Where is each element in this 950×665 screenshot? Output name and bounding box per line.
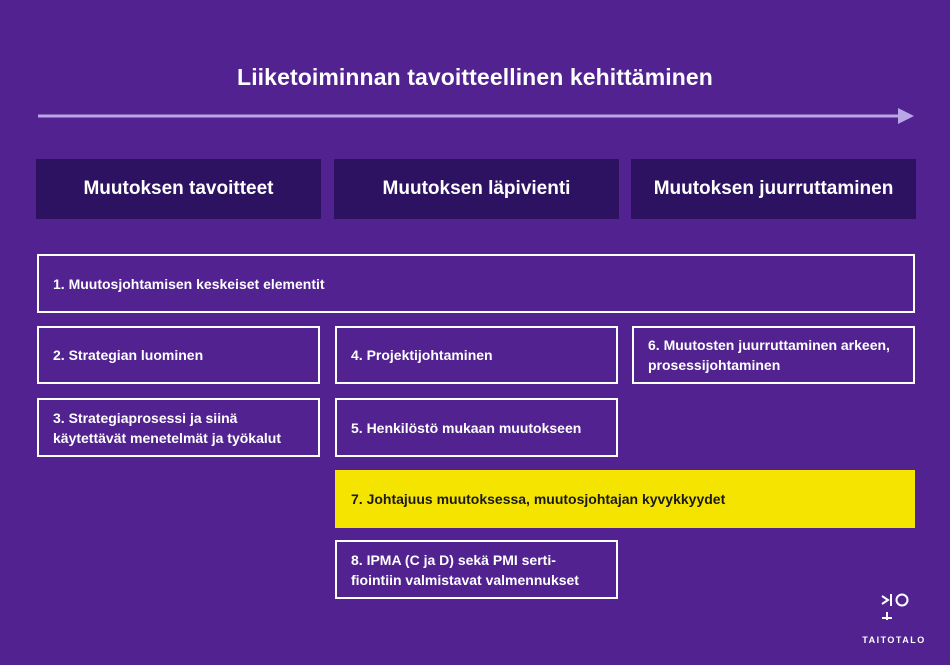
item-project-management: 4. Projektijohtaminen bbox=[335, 326, 618, 384]
item-ipma-pmi-certification: 8. IPMA (C ja D) sekä PMI serti-fiointiin valmistavat valmennukset bbox=[335, 540, 618, 599]
item-change-rooting: 6. Muutosten juurruttaminen arkeen, prosessijohtaminen bbox=[632, 326, 915, 384]
diagram-title: Liiketoiminnan tavoitteellinen kehittäminen bbox=[237, 64, 713, 90]
item-strategy-process: 3. Strategiaprosessi ja siinä käytettävät menetelmät ja työkalut bbox=[37, 398, 320, 457]
item-change-management-elements: 1. Muutosjohtamisen keskeiset elementit bbox=[37, 254, 915, 313]
item-leadership-highlight: 7. Johtajuus muutoksessa, muutosjohtajan kyvykkyydet bbox=[335, 470, 915, 528]
logo-name: TAITOTALO bbox=[862, 635, 926, 645]
timeline-arrow-icon bbox=[36, 104, 916, 128]
item-strategy-creation: 2. Strategian luominen bbox=[37, 326, 320, 384]
taitotalo-logo-icon bbox=[858, 588, 930, 628]
taitotalo-logo bbox=[858, 588, 930, 645]
phase-goals-header: Muutoksen tavoitteet bbox=[36, 159, 321, 219]
phase-execution-header: Muutoksen läpivienti bbox=[334, 159, 619, 219]
item-staff-engagement: 5. Henkilöstö mukaan muutokseen bbox=[335, 398, 618, 457]
phase-rooting-header: Muutoksen juurruttaminen bbox=[631, 159, 916, 219]
